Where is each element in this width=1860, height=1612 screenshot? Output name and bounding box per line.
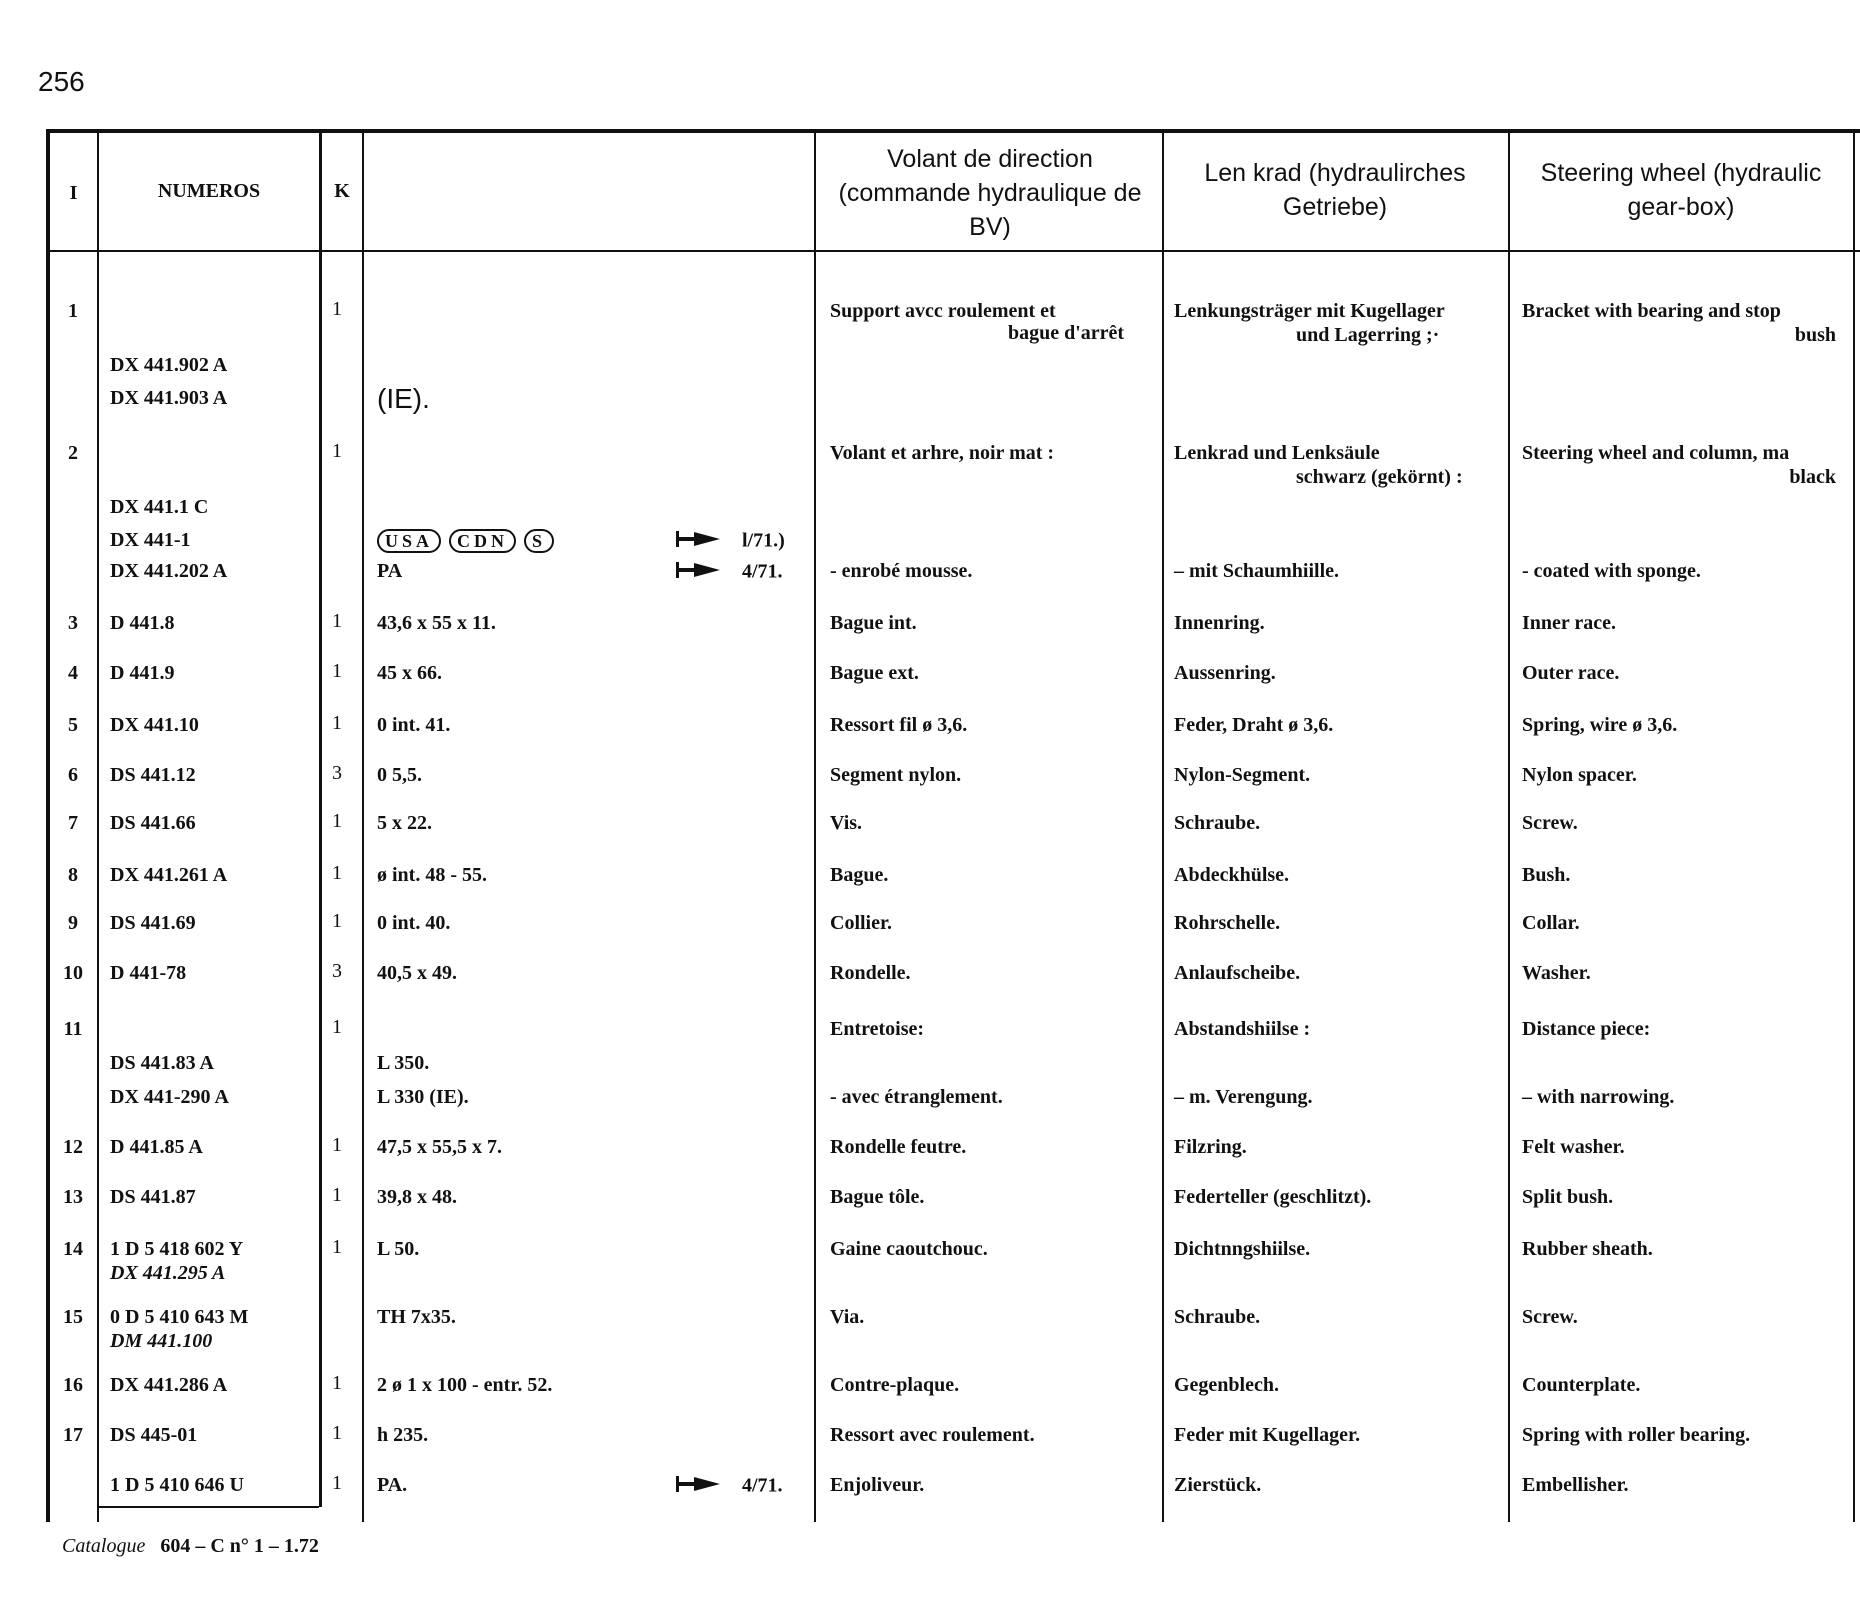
row-market-codes: USA CDN S [377, 529, 562, 553]
row-german-desc: Feder, Draht ø 3,6. [1174, 714, 1334, 736]
row-french-desc: Segment nylon. [830, 764, 962, 786]
row-german-desc: Anlaufscheibe. [1174, 962, 1301, 984]
row-line-number: 7 [68, 812, 78, 834]
row-line-number: 5 [68, 714, 78, 736]
row-quantity: 1 [332, 298, 342, 320]
row-part-number: DX 441.202 A [110, 560, 228, 582]
row-part-number-alt: DX 441.295 A [110, 1262, 226, 1284]
row-english-desc: Washer. [1522, 962, 1591, 984]
row-line-number: 10 [63, 962, 83, 984]
row-english-desc: Distance piece: [1522, 1018, 1651, 1040]
row-german-desc: Abdeckhülse. [1174, 864, 1290, 886]
footer-catalogue: Catalogue [62, 1535, 146, 1557]
row-dimensions: 5 x 22. [377, 812, 432, 834]
row-quantity: 1 [332, 610, 342, 632]
row-french-desc: Gaine caoutchouc. [830, 1238, 988, 1260]
row-line-number: 16 [63, 1374, 83, 1396]
row-part-number: 1 D 5 418 602 Y [110, 1238, 244, 1260]
row-quantity: 1 [332, 712, 342, 734]
row-english-desc: Inner race. [1522, 612, 1617, 634]
row-part-number: DX 441-1 [110, 529, 191, 551]
row-french-desc: - enrobé mousse. [830, 560, 973, 582]
row-part-number: DS 441.87 [110, 1186, 196, 1208]
row-line-number: 4 [68, 662, 78, 684]
row-french-desc: Via. [830, 1306, 865, 1328]
row-english-desc: Bush. [1522, 864, 1571, 886]
row-french-desc: Enjoliveur. [830, 1474, 925, 1496]
row-part-number: DS 441.12 [110, 764, 196, 786]
row-english-desc: Counterplate. [1522, 1374, 1641, 1396]
row-french-desc: Ressort avec roulement. [830, 1424, 1035, 1446]
row-german-desc: Schraube. [1174, 1306, 1261, 1328]
row-quantity: 1 [332, 1422, 342, 1444]
row-quantity: 1 [332, 1472, 342, 1494]
row-german-desc: Zierstück. [1174, 1474, 1262, 1496]
row-french-desc: - avec étranglement. [830, 1086, 1003, 1108]
row-part-number: DS 445-01 [110, 1424, 198, 1446]
row-french-desc-cont: bague d'arrêt [1008, 322, 1125, 344]
row-quantity: 3 [332, 762, 342, 784]
row-date-arrow [676, 560, 783, 586]
row-dimensions: ø int. 48 - 55. [377, 864, 487, 886]
row-line-number: 6 [68, 764, 78, 786]
row-english-desc: Screw. [1522, 1306, 1578, 1328]
row-part-number: D 441-78 [110, 962, 187, 984]
header-german: Len krad (hydraulirches Getriebe) [1204, 159, 1466, 221]
row-quantity: 3 [332, 960, 342, 982]
row-quantity: 1 [332, 1016, 342, 1038]
row-english-desc: Collar. [1522, 912, 1580, 934]
row-english-desc: - coated with sponge. [1522, 560, 1701, 582]
row-part-number: DS 441.69 [110, 912, 196, 934]
row-dimensions: PA [377, 560, 403, 582]
row-part-number: DS 441.83 A [110, 1052, 214, 1074]
row-line-number: 12 [63, 1136, 83, 1158]
row-date-label: l/71.) [742, 529, 785, 552]
row-french-desc: Vis. [830, 812, 863, 834]
row-english-desc: Nylon spacer. [1522, 764, 1637, 786]
row-dimensions: h 235. [377, 1424, 429, 1446]
row-german-desc-cont: und Lagerring ;· [1296, 324, 1440, 346]
row-quantity: 1 [332, 440, 342, 462]
row-part-number: 0 D 5 410 643 M [110, 1306, 249, 1328]
row-german-desc-cont: schwarz (gekörnt) : [1296, 466, 1463, 488]
row-english-desc: Spring, wire ø 3,6. [1522, 714, 1678, 736]
row-german-desc: Schraube. [1174, 812, 1261, 834]
header-french: Volant de direction (commande hydraulique de BV) [838, 145, 1142, 241]
row-quantity: 1 [332, 1236, 342, 1258]
row-line-number: 3 [68, 612, 78, 634]
row-line-number: 2 [68, 442, 78, 464]
row-french-desc: Bague. [830, 864, 889, 886]
row-german-desc: Filzring. [1174, 1136, 1247, 1158]
page-number: 256 [38, 66, 85, 97]
row-dimensions: (IE). [377, 383, 430, 414]
row-english-desc: Split bush. [1522, 1186, 1614, 1208]
row-line-number: 11 [63, 1018, 83, 1040]
row-french-desc: Volant et arhre, noir mat : [830, 442, 1055, 464]
row-german-desc: Abstandshiilse : [1174, 1018, 1311, 1040]
row-french-desc: Entretoise: [830, 1018, 925, 1040]
arrow-right-icon [676, 1474, 722, 1500]
row-german-desc: Dichtnngshiilse. [1174, 1238, 1311, 1260]
row-part-number: DX 441.903 A [110, 387, 228, 409]
row-dimensions: TH 7x35. [377, 1306, 456, 1328]
row-french-desc: Collier. [830, 912, 893, 934]
row-dimensions: 2 ø 1 x 100 - entr. 52. [377, 1374, 553, 1396]
row-english-desc: – with narrowing. [1522, 1086, 1675, 1108]
row-german-desc: Lenkungsträger mit Kugellager [1174, 300, 1445, 322]
row-german-desc: Aussenring. [1174, 662, 1276, 684]
row-line-number: 17 [63, 1424, 83, 1446]
row-quantity: 1 [332, 862, 342, 884]
row-english-desc: Felt washer. [1522, 1136, 1625, 1158]
row-dimensions: L 330 (IE). [377, 1086, 469, 1108]
row-quantity: 1 [332, 910, 342, 932]
row-french-desc: Rondelle feutre. [830, 1136, 967, 1158]
row-part-number: DX 441.902 A [110, 354, 228, 376]
row-dimensions: 39,8 x 48. [377, 1186, 457, 1208]
row-english-desc-cont: black [1789, 466, 1836, 488]
row-quantity: 1 [332, 660, 342, 682]
header-k: K [334, 180, 350, 202]
row-quantity: 1 [332, 1134, 342, 1156]
row-part-number: D 441.85 A [110, 1136, 203, 1158]
row-dimensions: L 50. [377, 1238, 420, 1260]
arrow-right-icon [676, 529, 722, 555]
header-index: I [69, 182, 78, 204]
row-english-desc: Embellisher. [1522, 1474, 1629, 1496]
header-numeros: NUMEROS [157, 180, 261, 202]
row-part-number: DX 441.286 A [110, 1374, 228, 1396]
footer-text: 604 – C n° 1 – 1.72 [160, 1535, 319, 1557]
row-english-desc: Steering wheel and column, ma [1522, 442, 1790, 464]
row-french-desc: Ressort fil ø 3,6. [830, 714, 968, 736]
row-french-desc: Rondelle. [830, 962, 911, 984]
row-english-desc-cont: bush [1794, 324, 1836, 346]
row-dimensions: L 350. [377, 1052, 430, 1074]
row-french-desc: Bague ext. [830, 662, 919, 684]
row-part-number: 1 D 5 410 646 U [110, 1474, 244, 1496]
row-part-number: D 441.9 [110, 662, 175, 684]
row-quantity: 1 [332, 1184, 342, 1206]
row-german-desc: Gegenblech. [1174, 1374, 1279, 1396]
header-english: Steering wheel (hydraulic gear-box) [1540, 159, 1822, 221]
row-date-arrow [676, 1474, 783, 1500]
row-part-number: DX 441.261 A [110, 864, 228, 886]
row-line-number: 9 [68, 912, 78, 934]
row-english-desc: Outer race. [1522, 662, 1620, 684]
row-german-desc: – mit Schaumhiille. [1174, 560, 1340, 582]
row-french-desc: Bague int. [830, 612, 917, 634]
row-dimensions: 43,6 x 55 x 11. [377, 612, 496, 634]
row-english-desc: Screw. [1522, 812, 1578, 834]
row-german-desc: Rohrschelle. [1174, 912, 1281, 934]
row-part-number: DX 441.1 C [110, 496, 209, 518]
row-part-number: DX 441.10 [110, 714, 199, 736]
row-french-desc: Support avcc roulement et [830, 300, 1056, 322]
row-dimensions: 0 int. 41. [377, 714, 451, 736]
row-german-desc: – m. Verengung. [1174, 1086, 1313, 1108]
row-dimensions: 0 int. 40. [377, 912, 451, 934]
row-german-desc: Feder mit Kugellager. [1174, 1424, 1361, 1446]
row-dimensions: PA. [377, 1474, 408, 1496]
row-english-desc: Spring with roller bearing. [1522, 1424, 1751, 1446]
row-german-desc: Innenring. [1174, 612, 1265, 634]
row-part-number: DS 441.66 [110, 812, 196, 834]
row-date-label: 4/71. [742, 1474, 783, 1497]
row-german-desc: Lenkrad und Lenksäule [1174, 442, 1380, 464]
row-line-number: 13 [63, 1186, 83, 1208]
row-dimensions: 40,5 x 49. [377, 962, 457, 984]
row-english-desc: Rubber sheath. [1522, 1238, 1653, 1260]
row-date-arrow [676, 529, 785, 555]
row-line-number: 8 [68, 864, 78, 886]
row-date-label: 4/71. [742, 560, 783, 583]
row-german-desc: Federteller (geschlitzt). [1174, 1186, 1372, 1208]
row-english-desc: Bracket with bearing and stop [1522, 300, 1781, 322]
footer [62, 1535, 319, 1558]
row-line-number: 14 [63, 1238, 83, 1260]
arrow-right-icon [676, 560, 722, 586]
row-line-number: 1 [68, 300, 78, 322]
row-quantity: 1 [332, 810, 342, 832]
row-dimensions: 0 5,5. [377, 764, 422, 786]
row-line-number: 15 [63, 1306, 83, 1328]
row-french-desc: Contre-plaque. [830, 1374, 960, 1396]
row-part-number: DX 441-290 A [110, 1086, 229, 1108]
row-german-desc: Nylon-Segment. [1174, 764, 1311, 786]
row-dimensions: 47,5 x 55,5 x 7. [377, 1136, 502, 1158]
row-quantity: 1 [332, 1372, 342, 1394]
row-french-desc: Bague tôle. [830, 1186, 925, 1208]
row-part-number: D 441.8 [110, 612, 175, 634]
row-dimensions: 45 x 66. [377, 662, 442, 684]
row-part-number-alt: DM 441.100 [110, 1330, 213, 1352]
